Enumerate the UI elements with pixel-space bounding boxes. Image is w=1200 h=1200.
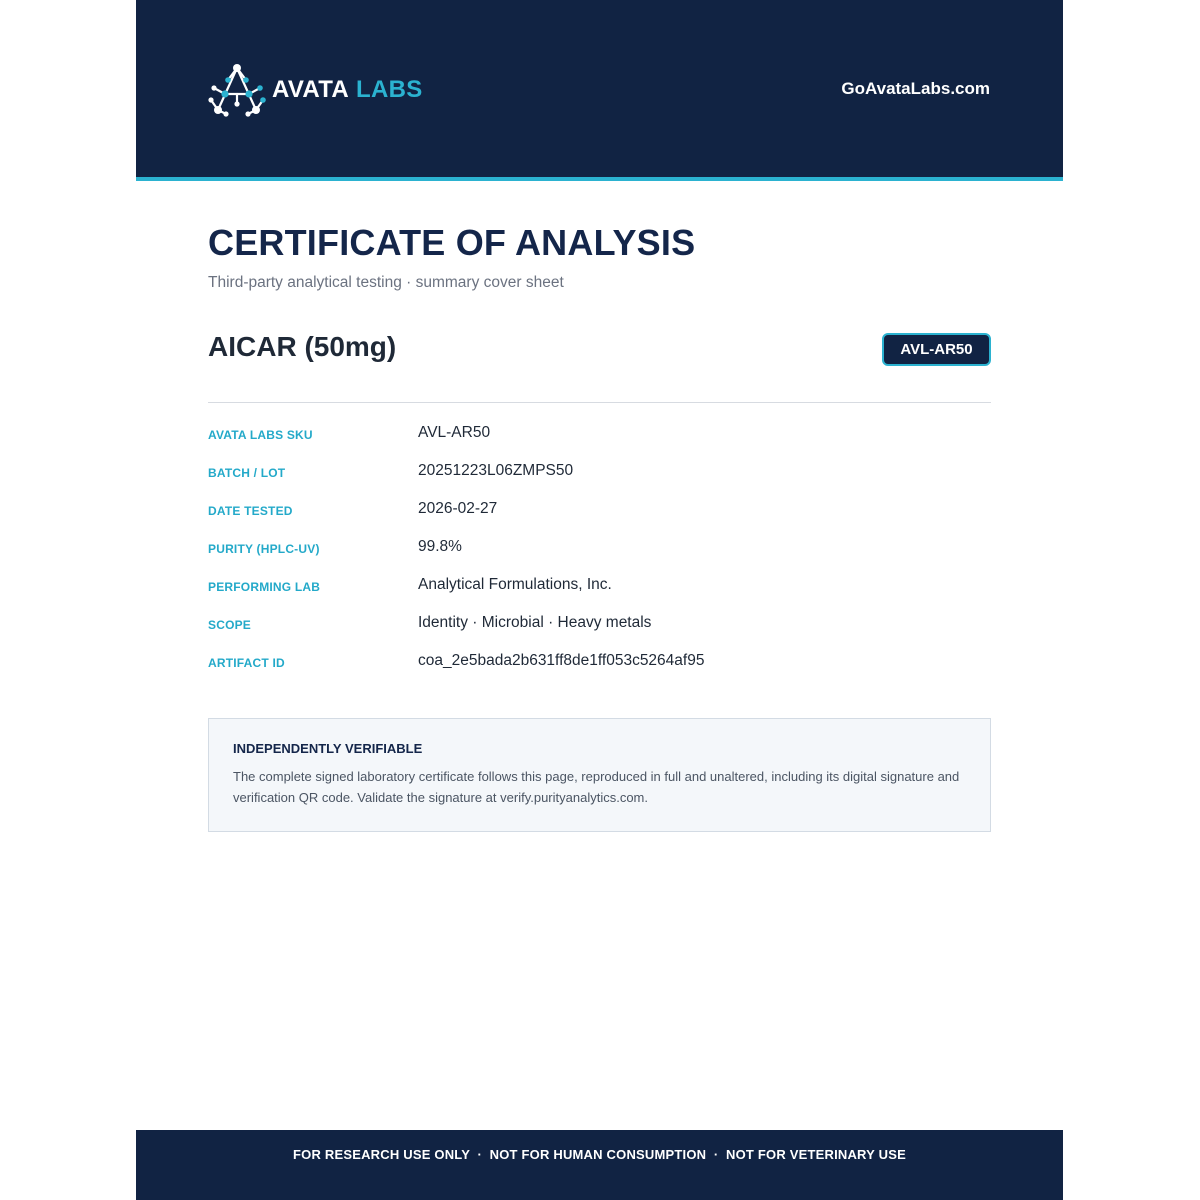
brand-word-avata: AVATA [272,76,350,103]
header-band [136,0,1063,177]
detail-value: AVL-AR50 [418,424,491,441]
detail-label: BATCH / LOT [208,466,286,480]
product-name: AICAR (50mg) [208,331,397,362]
detail-value: 2026-02-27 [418,500,498,517]
section-divider [208,402,991,403]
detail-value: 20251223L06ZMPS50 [418,462,574,479]
detail-row-batch [208,453,991,491]
details-table [208,415,991,681]
verification-title: INDEPENDENTLY VERIFIABLE [233,741,423,756]
verification-notice [208,718,991,832]
detail-row-date [208,491,991,529]
brand-logo[interactable] [208,62,423,118]
detail-row-purity [208,529,991,567]
page-title: CERTIFICATE OF ANALYSIS [208,222,696,263]
detail-value: 99.8% [418,538,462,555]
detail-row-artifact [208,643,991,681]
certificate-page [136,0,1063,1200]
detail-label: PURITY (HPLC-UV) [208,542,320,556]
detail-label: AVATA LABS SKU [208,428,313,442]
website-link[interactable]: GoAvataLabs.com [841,79,990,98]
brand-wordmark [272,76,423,104]
footer-band [136,1130,1063,1200]
detail-label: ARTIFACT ID [208,656,285,670]
detail-label: DATE TESTED [208,504,293,518]
detail-label: PERFORMING LAB [208,580,321,594]
detail-value: Analytical Formulations, Inc. [418,576,612,593]
footer-notice: FOR RESEARCH USE ONLY · NOT FOR HUMAN CONSUMPTION · NOT FOR VETERINARY USE [293,1147,906,1162]
detail-row-scope [208,605,991,643]
detail-row-sku [208,415,991,453]
detail-value: coa_2e5bada2b631ff8de1ff053c5264af95 [418,652,705,669]
page-subtitle: Third-party analytical testing · summary cover sheet [208,274,564,291]
verification-body: The complete signed laboratory certificate follows this page, reproduced in full and unaltered, including its digital signature and verification QR code. Validate the signature at verify.purityanalytics.com. [233,769,960,805]
header-accent-bar [136,177,1063,181]
detail-label: SCOPE [208,618,252,632]
detail-row-lab [208,567,991,605]
sku-badge: AVL-AR50 [882,333,991,366]
brand-word-labs: LABS [356,76,423,103]
molecule-a-logo-icon [208,62,266,118]
detail-value: Identity · Microbial · Heavy metals [418,614,652,631]
